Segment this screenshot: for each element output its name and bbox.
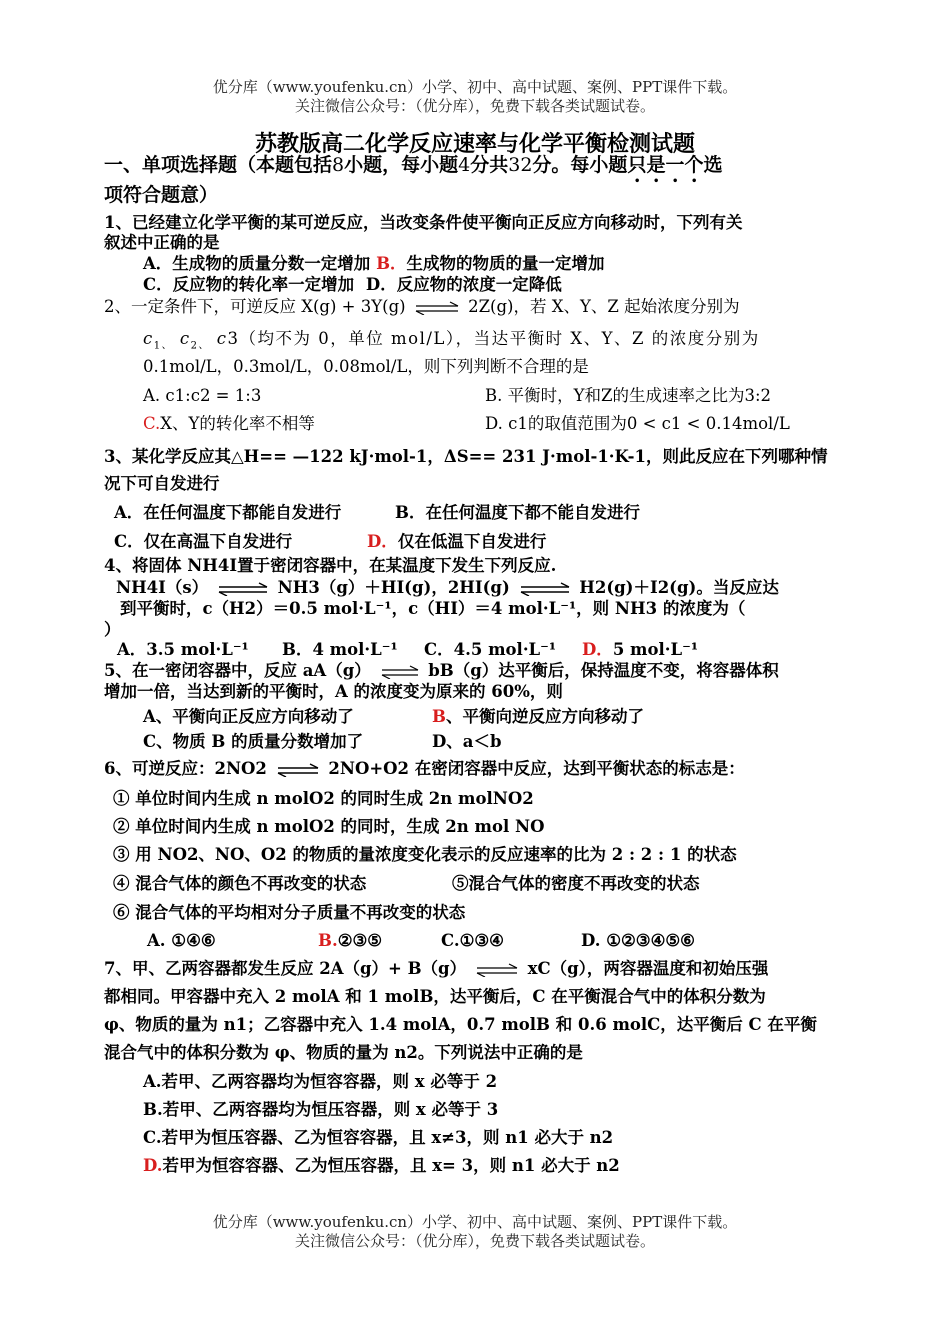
section-count: 8 <box>332 154 345 176</box>
q6-statement-1: ① 单位时间内生成 n molO2 的同时生成 2n molNO2 <box>113 789 534 808</box>
header-line-1: 优分库（www.youfenku.cn）小学、初中、高中试题、案例、PPT课件下载。 <box>212 78 738 96</box>
equilibrium-arrow-icon <box>519 582 571 596</box>
q6-option-d: D. ①②③④⑤⑥ <box>581 931 695 950</box>
q6-option-b <box>318 930 382 952</box>
q5-option-a: A、平衡向正反应方向移动了 <box>143 707 354 726</box>
q7-stem <box>104 958 768 980</box>
q4-option-c: C．4.5 mol·L⁻¹ <box>424 640 557 659</box>
equilibrium-arrow-icon <box>380 665 420 679</box>
section-total: 32 <box>508 154 533 176</box>
q5-stem-text: 5、在一密闭容器中，反应 aA（g） <box>104 661 371 680</box>
section-heading-text: 小题，每小题 <box>344 154 459 176</box>
q2-stem-text: 2、一定条件下，可逆反应 X(g) + 3Y(g) <box>104 297 406 316</box>
q6-option-a: A. ①④⑥ <box>147 931 216 950</box>
q1-stem: 1、已经建立化学平衡的某可逆反应，当改变条件使平衡向正反应方向移动时，下列有关 <box>104 213 743 232</box>
q4-option-a: A．3.5 mol·L⁻¹ <box>117 640 249 659</box>
q7-option-a: A.若甲、乙两容器均为恒容容器，则 x 必等于 2 <box>143 1072 498 1091</box>
q4-stem-4: ） <box>104 620 121 639</box>
q2-option-c-text: X、Y的转化率不相等 <box>160 414 315 433</box>
q2-sub: 1、 <box>153 340 174 352</box>
q4-reaction <box>116 577 779 599</box>
q6-statement-6: ⑥ 混合气体的平均相对分子质量不再改变的状态 <box>113 903 466 922</box>
q1-stem-2: 叙述中正确的是 <box>104 233 220 252</box>
q4-reaction-text: NH3（g）＋HⅠ(g)，2HI(g) <box>277 578 510 597</box>
q4-reaction-text: NH4Ⅰ（s） <box>116 578 209 597</box>
q1-option-a <box>143 253 605 275</box>
q6-statement-4: ④ 混合气体的颜色不再改变的状态 <box>113 874 367 893</box>
equilibrium-arrow-icon <box>475 963 519 977</box>
q1-option-a-text: A．生成物的质量分数一定增加 <box>143 254 371 273</box>
q2-option-d: D. c1的取值范围为0 < c1 < 0.14mol/L <box>485 414 790 433</box>
q3-option-b: B．在任何温度下都不能自发进行 <box>395 503 640 522</box>
q1-option-b-text: 生成物的物质的量一定增加 <box>406 254 605 273</box>
q2-option-a: A. c1:c2 = 1:3 <box>143 386 262 405</box>
q4-stem-3: 到平衡时，c（H2）＝0.5 mol·L⁻¹，c（HⅠ）＝4 mol·L⁻¹，则 NH3 的浓度为（ <box>120 599 746 618</box>
q5-stem <box>104 660 779 682</box>
q1-option-d-text: D．反应物的浓度一定降低 <box>365 275 562 294</box>
section-heading-text: 选 <box>703 154 723 176</box>
var-c: c <box>179 329 191 348</box>
q6-answer-key: B. <box>318 931 338 950</box>
q7-option-d <box>143 1155 620 1177</box>
section-heading-text: 分。每小题 <box>532 154 628 176</box>
q5-stem-2: 增加一倍，当达到新的平衡时，A 的浓度变为原来的 60%，则 <box>104 682 563 701</box>
q3-option-d-text: 仅在低温下自发进行 <box>397 532 547 551</box>
q2-sub: 2、 <box>190 340 210 352</box>
var-c: c <box>143 329 154 348</box>
q4-option-d <box>582 639 698 661</box>
q1-option-c-text: C．反应物的转化率一定增加 <box>143 275 355 294</box>
q7-option-b: B.若甲、乙两容器均为恒压容器，则 x 必等于 3 <box>143 1100 499 1119</box>
q6-statement-5: ⑤混合气体的密度不再改变的状态 <box>452 874 700 893</box>
section-heading-line-2: 项符合题意） <box>104 184 219 206</box>
q6-stem-text: 6、可逆反应：2NO2 <box>104 759 267 778</box>
q5-option-b-text: 、平衡向逆反应方向移动了 <box>445 707 644 726</box>
section-heading <box>104 154 722 187</box>
q6-statement-2: ② 单位时间内生成 n molO2 的同时，生成 2n mol NO <box>113 817 545 836</box>
q7-option-c: C.若甲为恒压容器、乙为恒容容器，且 x≠3，则 n1 必大于 n2 <box>143 1128 614 1147</box>
section-emphasis: 只是一个 <box>627 154 704 176</box>
q3-stem-2: 况下可自发进行 <box>104 474 220 493</box>
equilibrium-arrow-icon <box>276 763 320 777</box>
q7-stem-text: 7、甲、乙两容器都发生反应 2A（g）+ B（g） <box>104 959 467 978</box>
q5-answer-key: B <box>432 707 446 726</box>
footer-line-2: 关注微信公众号：（优分库），免费下载各类试题试卷。 <box>294 1232 655 1250</box>
q6-statement-3: ③ 用 NO2、NO、O2 的物质的量浓度变化表示的反应速率的比为 2 : 2 : 1 的状态 <box>113 845 737 864</box>
q2-sub: 3（均不为 0，单位 mol/L），当达平衡时 X、Y、Z 的浓度分别为 <box>227 329 760 348</box>
page-title: 苏教版高二化学反应速率与化学平衡检测试题 <box>254 131 695 157</box>
q3-answer-key: D． <box>367 532 398 551</box>
q5-option-c: C、物质 B 的质量分数增加了 <box>143 732 364 751</box>
q3-option-d <box>367 531 546 553</box>
q7-answer-key: D. <box>143 1156 163 1175</box>
q4-answer-key: D． <box>582 640 613 659</box>
q7-stem-4: 混合气中的体积分数为 φ、物质的量为 n2。下列说法中正确的是 <box>104 1043 583 1062</box>
q4-option-d-text: 5 mol·L⁻¹ <box>612 640 699 659</box>
equilibrium-arrow-icon <box>217 582 269 596</box>
q1-answer-key: B． <box>376 254 407 273</box>
q3-stem: 3、某化学反应其△H== —122 kJ·mol-1，ΔS== 231 J·mol-1·K-1，则此反应在下列哪种情 <box>104 447 828 466</box>
q6-stem <box>104 758 745 780</box>
q5-option-d: D、a＜b <box>432 732 502 751</box>
equilibrium-arrow-icon <box>414 301 460 315</box>
q1-option-c <box>143 274 562 296</box>
section-points: 4 <box>458 154 471 176</box>
footer-line-1: 优分库（www.youfenku.cn）小学、初中、高中试题、案例、PPT课件下载。 <box>212 1213 738 1231</box>
q2-stem-3: 0.1mol/L，0.3mol/L，0.08mol/L，则下列判断不合理的是 <box>143 357 589 376</box>
section-heading-text: 分共 <box>470 154 509 176</box>
q3-option-c: C．仅在高温下自发进行 <box>114 532 293 551</box>
q5-option-b <box>432 706 644 728</box>
var-c: c <box>216 329 228 348</box>
q4-stem: 4、将固体 NH4Ⅰ置于密闭容器中，在某温度下发生下列反应. <box>104 556 557 575</box>
q6-option-c: C.①③④ <box>441 931 504 950</box>
q4-option-b: B．4 mol·L⁻¹ <box>282 640 398 659</box>
q3-option-a: A．在任何温度下都能自发进行 <box>114 503 342 522</box>
section-heading-text: 一、单项选择题（本题包括 <box>104 154 333 176</box>
q2-option-b: B. 平衡时，Y和Z的生成速率之比为3:2 <box>485 386 772 405</box>
header-line-2: 关注微信公众号：（优分库），免费下载各类试题试卷。 <box>294 97 655 115</box>
q2-option-c <box>143 413 315 435</box>
q7-stem-text: xC（g），两容器温度和初始压强 <box>527 959 769 978</box>
q7-option-d-text: 若甲为恒容容器、乙为恒压容器，且 x= 3，则 n1 必大于 n2 <box>162 1156 620 1175</box>
q7-stem-3: φ、物质的量为 n1；乙容器中充入 1.4 molA，0.7 molB 和 0.6 molC，达平衡后 C 在平衡 <box>104 1015 817 1034</box>
q4-reaction-text: H2(g)＋I2(g)。当反应达 <box>579 578 779 597</box>
q2-answer-key: C. <box>143 414 161 433</box>
q2-stem <box>104 296 740 318</box>
q6-stem-text: 2NO+O2 在密闭容器中反应，达到平衡状态的标志是： <box>328 759 745 778</box>
q5-stem-text: bB（g）达平衡后，保持温度不变，将容器体积 <box>428 661 779 680</box>
q2-stem-text: 2Z(g)，若 X、Y、Z 起始浓度分别为 <box>468 297 740 316</box>
q6-option-b-text: ②③⑤ <box>337 931 383 950</box>
q7-stem-2: 都相同。甲容器中充入 2 molA 和 1 molB，达平衡后，C 在平衡混合气中的体积分数为 <box>104 987 766 1006</box>
q2-stem-2 <box>143 328 760 357</box>
